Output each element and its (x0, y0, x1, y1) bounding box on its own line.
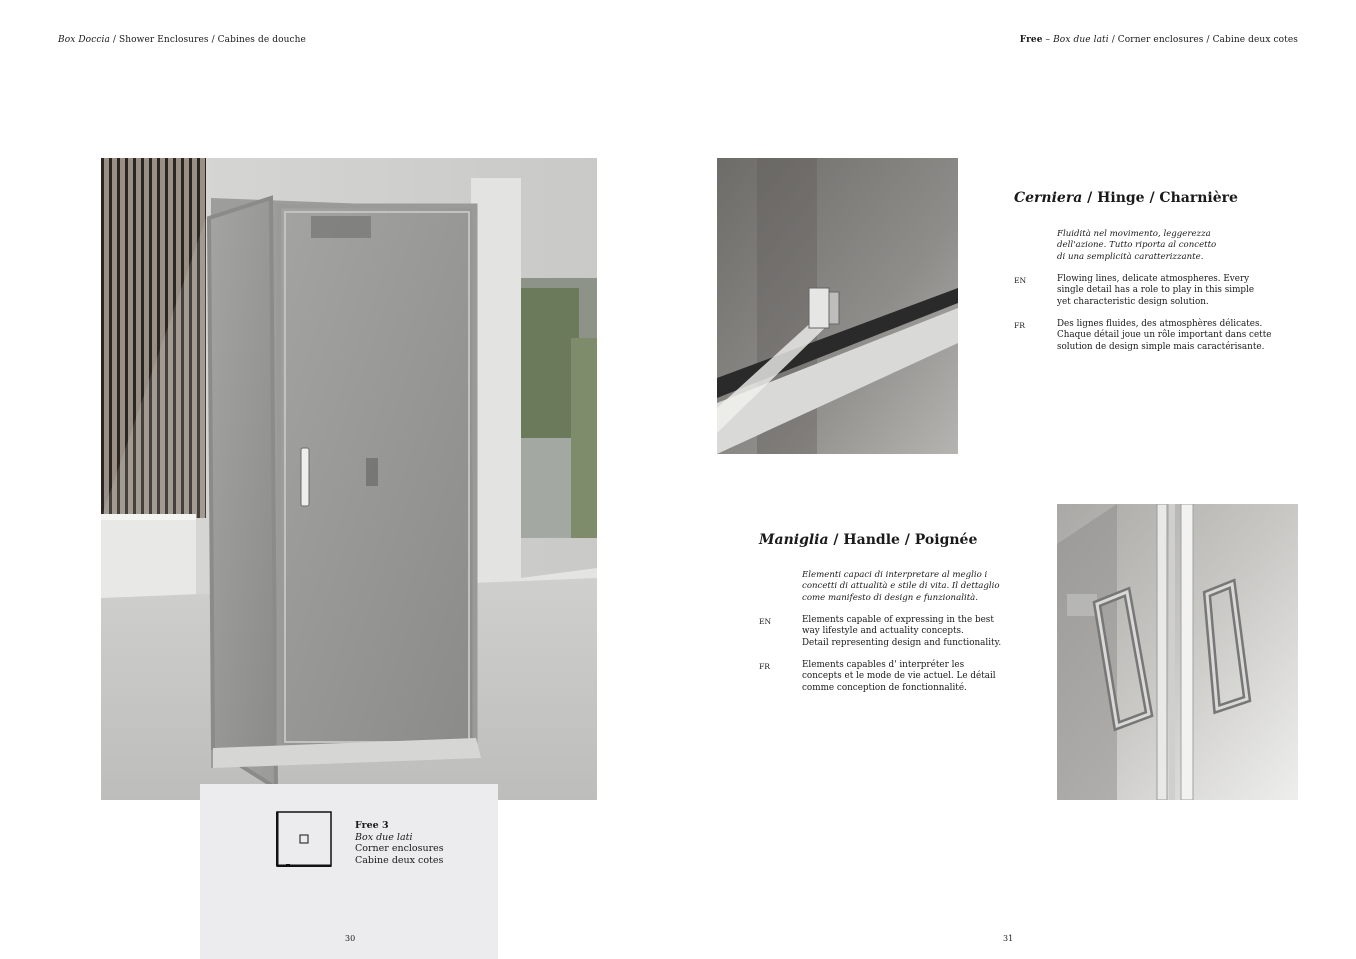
header-right-italic: Box due lati (1053, 35, 1109, 45)
corner-plan-icon (276, 811, 332, 867)
header-left-rest: / Shower Enclosures / Cabines de douche (109, 35, 306, 45)
handle-detail-photo (1057, 504, 1298, 800)
page-number-left: 30 (345, 934, 356, 943)
hinge-fr-line: Des lignes fluides, des atmosphères délicates. (1057, 319, 1263, 329)
header-left (58, 35, 306, 45)
handle-title-it: Maniglia (759, 532, 829, 548)
hinge-italian-text (1057, 229, 1216, 263)
hinge-fr-label: FR (1014, 321, 1025, 330)
header-right-bold: Free (1019, 35, 1043, 45)
handle-fr-line: comme conception de fonctionnalité. (802, 682, 967, 693)
hinge-english-text (1057, 274, 1254, 308)
hinge-french-text (1057, 319, 1271, 353)
handle-en-line: Elements capable of expressing in the best (802, 615, 994, 625)
caption-model: Free 3 (355, 820, 389, 831)
hinge-en-line: Flowing lines, delicate atmospheres. Every (1057, 274, 1250, 284)
hinge-fr-line: Chaque détail joue un rôle important dans cette (1057, 330, 1272, 341)
header-left-italic: Box Doccia (58, 35, 110, 45)
handle-title (759, 532, 977, 548)
caption-type-en: Corner enclosures (355, 843, 444, 854)
handle-italian-text (802, 570, 1000, 604)
hinge-en-label: EN (1014, 276, 1027, 285)
handle-fr-line: concepts et le mode de vie actuel. Le détail (802, 671, 996, 682)
shower-enclosure-photo (101, 158, 597, 800)
hinge-title-rest: / Hinge / Charnière (1082, 190, 1238, 206)
hinge-it-line: di una semplicità caratterizzante. (1057, 251, 1204, 262)
caption-type-fr: Cabine deux cotes (355, 854, 444, 866)
handle-it-line: Elementi capaci di interpretare al meglio i (802, 570, 988, 580)
hinge-en-line: single detail has a role to play in this simple (1057, 285, 1255, 296)
hinge-fr-line: solution de design simple mais caractérisante. (1057, 341, 1265, 352)
handle-english-text (802, 615, 1001, 649)
handle-en-line: Detail representing design and functionality. (802, 637, 1002, 648)
hinge-title (1014, 190, 1238, 206)
handle-fr-label: FR (759, 662, 770, 671)
hinge-detail-photo (717, 158, 958, 454)
header-right-dash: – (1042, 35, 1054, 45)
handle-fr-line: Elements capables d' interpréter les (802, 660, 965, 670)
hinge-en-line: yet characteristic design solution. (1057, 296, 1209, 307)
caption-type-it: Box due lati (355, 831, 413, 843)
handle-french-text (802, 660, 996, 694)
hinge-it-line: dell'azione. Tutto riporta al concetto (1057, 240, 1217, 251)
caption-box (200, 784, 498, 959)
handle-it-line: concetti di attualità e stile di vita. Il dettaglio (802, 581, 1000, 592)
handle-en-label: EN (759, 617, 772, 626)
hinge-it-line: Fluidità nel movimento, leggerezza (1057, 229, 1211, 239)
header-right-rest: / Corner enclosures / Cabine deux cotes (1108, 35, 1298, 45)
caption-text (355, 820, 444, 866)
handle-en-line: way lifestyle and actuality concepts. (802, 626, 964, 637)
header-right (1020, 35, 1298, 45)
hinge-title-it: Cerniera (1014, 190, 1083, 206)
page-number-right: 31 (1003, 934, 1014, 943)
handle-title-rest: / Handle / Poignée (828, 532, 978, 548)
handle-it-line: come manifesto di design e funzionalità. (802, 592, 979, 603)
